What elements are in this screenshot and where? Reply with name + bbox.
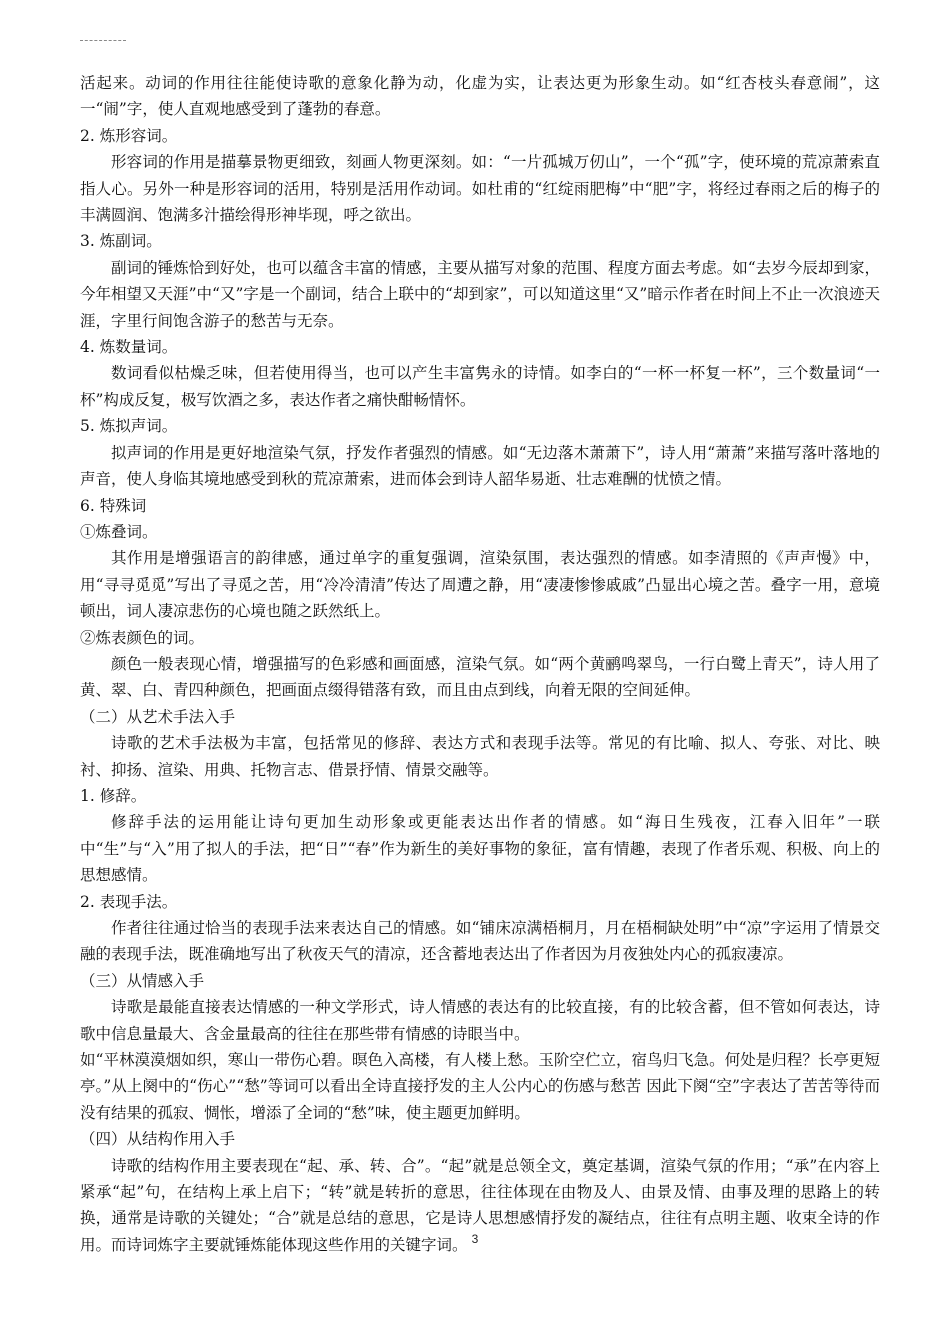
paragraph-continuation: 活起来。动词的作用往往能使诗歌的意象化静为动，化虚为实，让表达更为形象生动。如“红杏枝头春意闹”，这一“闹”字，使人直观地感受到了蓬勃的春意。: [80, 74, 880, 119]
paragraph-structure: 诗歌的结构作用主要表现在“起、承、转、合”。“起”就是总领全文，奠定基调，渲染气氛的作用；“承”在内容上紧承“起”句，在结构上承上启下；“转”就是转折的意思，往往体现在由物及人、由景及情、由事及理的思路上的转换，通常是诗歌的关键处；“合”就是总结的意思，它是诗人思想感情抒发的凝结点，往往有点明主题、收束全诗的作用。而诗词炼字主要就锤炼能体现这些作用的关键字词。: [80, 1156, 880, 1254]
page-number: 3: [471, 1232, 479, 1246]
heading-numeral: 4. 炼数量词。: [80, 338, 178, 357]
subheading-reduplication: ①炼叠词。: [80, 522, 158, 541]
heading-adjective: 2. 炼形容词。: [80, 126, 178, 145]
section-heading-emotion: （三）从情感入手: [80, 971, 205, 990]
paragraph-rhetoric: 修辞手法的运用能让诗句更加生动形象或更能表达出作者的情感。如“海日生残夜，江春入旧年”一联中“生”与“入”用了拟人的手法，把“日”“春”作为新生的美好事物的象征，富有情趣，表现了作者乐观、积极、向上的思想感情。: [80, 813, 880, 885]
heading-special-words: 6. 特殊词: [80, 496, 147, 515]
paragraph-artistic: 诗歌的艺术手法极为丰富，包括常见的修辞、表达方式和表现手法等。常见的有比喻、拟人、夸张、对比、映衬、抑扬、渲染、用典、托物言志、借景抒情、情景交融等。: [80, 734, 880, 779]
paragraph-adverb: 副词的锤炼恰到好处，也可以蕴含丰富的情感，主要从描写对象的范围、程度方面去考虑。如“去岁今辰却到家，今年相望又天涯”中“又”字是一个副词，结合上联中的“却到家”，可以知道这里“又”暗示作者在时间上不止一次浪迹天涯，字里行间饱含游子的愁苦与无奈。: [80, 258, 880, 330]
subheading-color-words: ②炼表颜色的词。: [80, 628, 205, 647]
paragraph-emotion-example: 如“平林漠漠烟如织，寒山一带伤心碧。暝色入高楼，有人楼上愁。玉阶空伫立，宿鸟归飞急。何处是归程？长亭更短亭。”从上阕中的“伤心”“愁”等词可以看出全诗直接抒发的主人公内心的伤感与愁苦 因此下阕“空”字表达了苦苦等待而没有结果的孤寂、惆怅，增添了全词的“愁”味，使主题更加鲜明。: [80, 1051, 880, 1122]
header-rule: [80, 40, 126, 41]
heading-rhetoric: 1. 修辞。: [80, 786, 147, 805]
paragraph-numeral: 数词看似枯燥乏味，但若使用得当，也可以产生丰富隽永的诗情。如李白的“一杯一杯复一杯”，三个数量词“一杯”构成反复，极写饮酒之多，表达作者之痛快酣畅情怀。: [80, 364, 880, 409]
heading-expression: 2. 表现手法。: [80, 892, 178, 911]
paragraph-reduplication: 其作用是增强语言的韵律感，通过单字的重复强调，渲染氛围，表达强烈的情感。如李清照的《声声慢》中，用“寻寻觅觅”写出了寻觅之苦，用“冷冷清清”传达了周遭之静，用“凄凄惨惨戚戚”凸显出心境之苦。叠字一用，意境顿出，词人凄凉悲伤的心境也随之跃然纸上。: [80, 549, 880, 621]
paragraph-color-words: 颜色一般表现心情，增强描写的色彩感和画面感，渲染气氛。如“两个黄鹂鸣翠鸟，一行白鹭上青天”，诗人用了黄、翠、白、青四种颜色，把画面点缀得错落有致，而且由点到线，向着无限的空间延伸。: [80, 654, 880, 700]
heading-adverb: 3. 炼副词。: [80, 232, 162, 251]
paragraph-expression: 作者往往通过恰当的表现手法来表达自己的情感。如“铺床凉满梧桐月，月在梧桐缺处明”中“凉”字运用了情景交融的表现手法，既准确地写出了秋夜天气的清凉，还含蓄地表达出了作者因为月夜独处内心的孤寂凄凉。: [80, 919, 880, 964]
paragraph-onomatopoeia: 拟声词的作用是更好地渲染气氛，抒发作者强烈的情感。如“无边落木萧萧下”，诗人用“萧萧”来描写落叶落地的声音，使人身临其境地感受到秋的荒凉萧索，进而体会到诗人韶华易逝、壮志难酬的忧愤之情。: [80, 443, 880, 489]
section-heading-artistic: （二）从艺术手法入手: [80, 707, 236, 726]
heading-onomatopoeia: 5. 炼拟声词。: [80, 417, 178, 436]
document-body: [80, 70, 880, 1258]
section-heading-structure: （四）从结构作用入手: [80, 1130, 236, 1149]
paragraph-adjective: 形容词的作用是描摹景物更细致，刻画人物更深刻。如：“一片孤城万仞山”，一个“孤”字，使环境的荒凉萧索直指人心。另外一种是形容词的活用，特别是活用作动词。如杜甫的“红绽雨肥梅”中“肥”字，将经过春雨之后的梅子的丰满圆润、饱满多汁描绘得形神毕现，呼之欲出。: [80, 153, 880, 225]
paragraph-emotion: 诗歌是最能直接表达情感的一种文学形式，诗人情感的表达有的比较直接，有的比较含蓄，但不管如何表达，诗歌中信息量最大、含金量最高的往往在那些带有情感的诗眼当中。: [80, 998, 880, 1043]
